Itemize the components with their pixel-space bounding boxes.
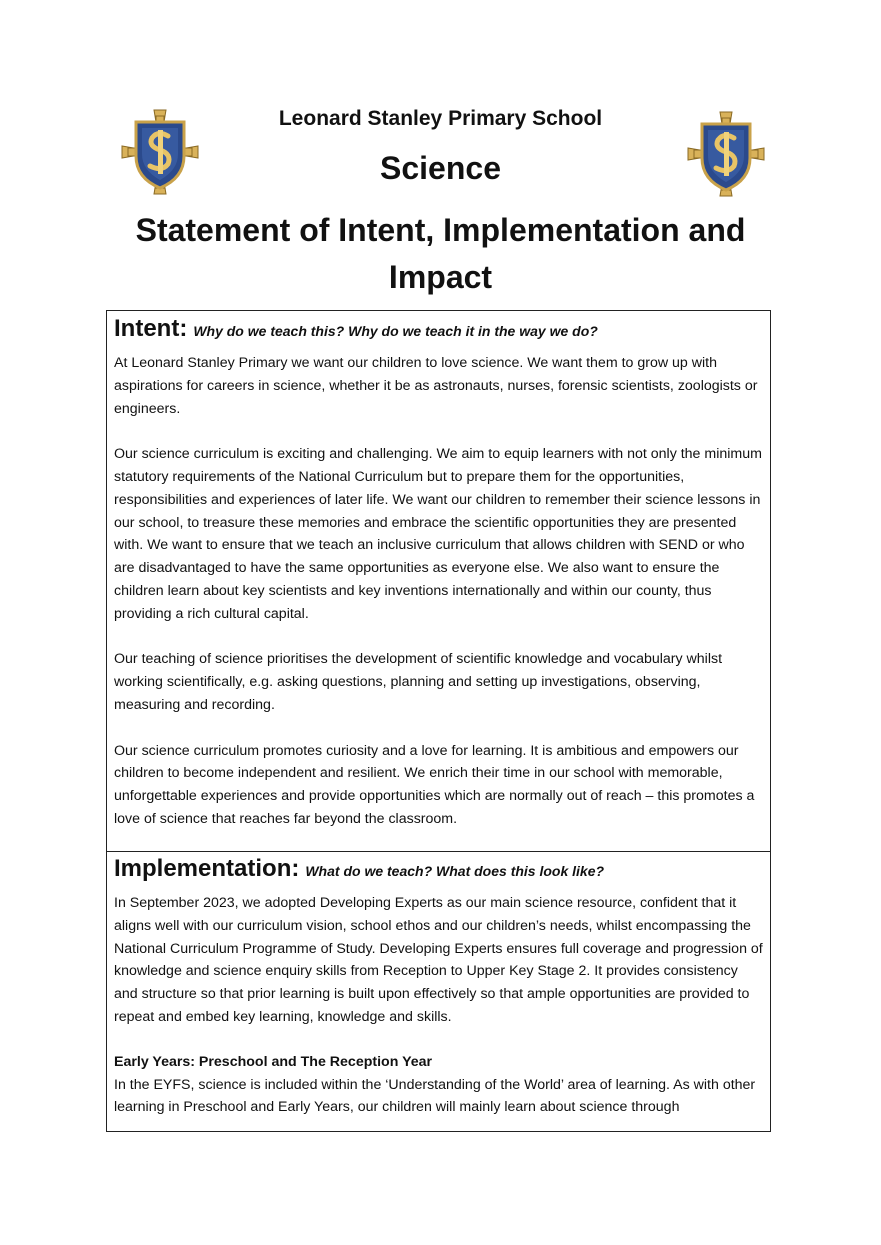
- school-name: Leonard Stanley Primary School: [278, 107, 603, 130]
- document-title: [120, 207, 761, 301]
- implementation-body: [107, 889, 770, 1119]
- intent-paragraph: Our science curriculum promotes curiosity and a love for learning. It is ambitious and empowers our children to become independent and resilient. We enrich their time in our school with memorable, unforgettable experiences and provide opportunities which are normally out of reach – this promotes a love of science that reaches far beyond the classroom.: [114, 742, 755, 827]
- implementation-section: [106, 851, 771, 1132]
- intent-body: [107, 349, 770, 831]
- implementation-paragraph: In September 2023, we adopted Developing Experts as our main science resource, confident that it aligns well with our curriculum vision, school ethos and our children’s needs, whilst encompassing the National Curriculum Programme of Study. Developing Experts ensures full coverage and progression of knowledge and science enquiry skills from Reception to Upper Key Stage 2. It provides consistency and structure so that prior learning is built upon effectively so that ample opportunities are provided to repeat and embed key learning, knowledge and skills.: [114, 895, 763, 1025]
- eyfs-paragraph: In the EYFS, science is included within the ‘Understanding of the World’ area of learning. As with other learning in Preschool and Early Years, our children will mainly learn about science through: [114, 1076, 756, 1116]
- implementation-question: What do we teach? What does this look like?: [305, 863, 605, 879]
- intent-paragraph: Our teaching of science prioritises the development of scientific knowledge and vocabulary whilst working scientifically, e.g. asking questions, planning and setting up investigations, observing, measuring and recording.: [114, 651, 723, 713]
- intent-paragraph: At Leonard Stanley Primary we want our children to love science. We want them to grow up with aspirations for careers in science, whether it be as astronauts, nurses, forensic scientists, zoologists or engineers.: [114, 355, 758, 417]
- eyfs-subheading: Early Years: Preschool and The Reception Year: [114, 1053, 433, 1070]
- intent-header: [107, 311, 770, 349]
- document-title-line-2: Impact: [388, 259, 493, 295]
- intent-paragraph: Our science curriculum is exciting and challenging. We aim to equip learners with not only the minimum statutory requirements of the National Curriculum but to prepare them for the opportunities, responsibilities and experiences of later life. We want our children to remember their science lessons in our school, to treasure these memories and embrace the scientific opportunities they are presented with. We want to ensure that we teach an inclusive curriculum that allows children with SEND or who are disadvantaged to have the same opportunities as everyone else. We also want to ensure the children learn about key scientists and key inventions internationally and within our county, thus providing a rich cultural capital.: [114, 446, 762, 622]
- subject-title: Science: [380, 150, 501, 186]
- intent-section: [106, 310, 771, 852]
- intent-question: Why do we teach this? Why do we teach it in the way we do?: [193, 323, 598, 339]
- implementation-heading: Implementation:: [114, 855, 300, 882]
- intent-heading: Intent:: [114, 315, 188, 342]
- document-title-line-1: Statement of Intent, Implementation and: [135, 212, 746, 248]
- implementation-header: [107, 851, 770, 889]
